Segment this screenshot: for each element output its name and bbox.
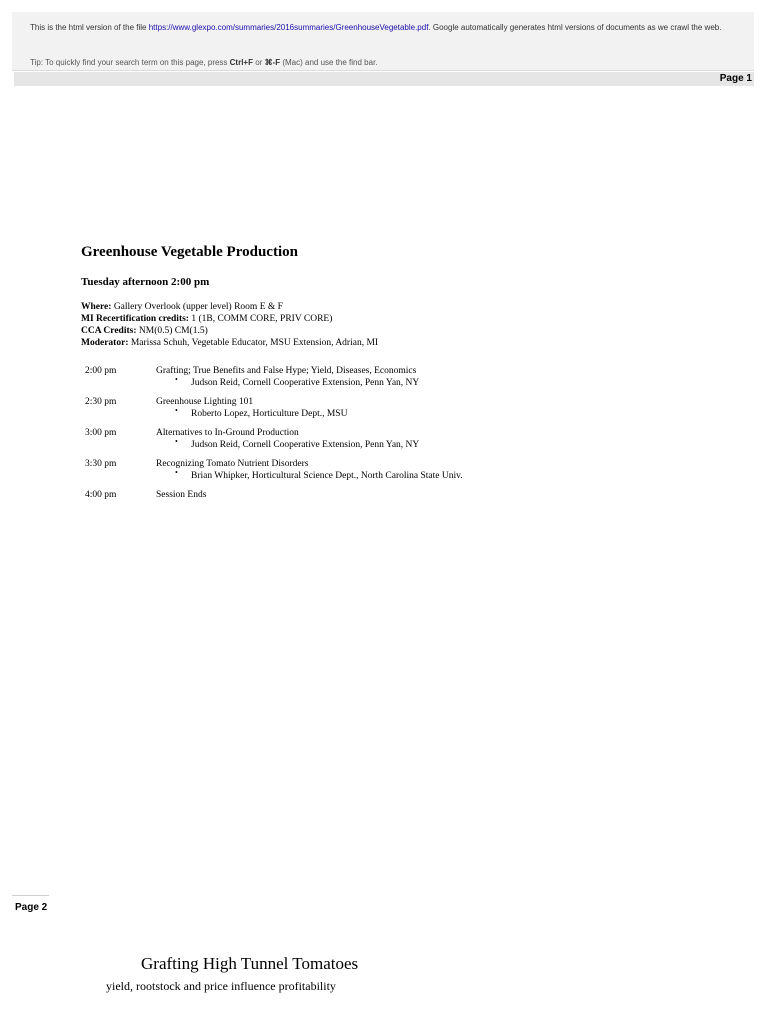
mi-credits-label: MI Recertification credits: <box>81 314 189 324</box>
schedule-speaker: Judson Reid, Cornell Cooperative Extension, Penn Yan, NY <box>191 378 420 388</box>
cache-notice-text: This is the html version of the file <box>30 23 149 32</box>
moderator-row <box>81 337 378 349</box>
schedule-topic: Grafting; True Benefits and False Hype; Yield, Diseases, Economics <box>156 366 417 376</box>
tip-or: or <box>253 58 265 67</box>
tip-key-ctrl-f: Ctrl+F <box>229 58 253 67</box>
source-file-link[interactable]: https://www.glexpo.com/summaries/2016summaries/GreenhouseVegetable.pdf <box>148 23 429 32</box>
schedule-speaker: Brian Whipker, Horticultural Science Dept., North Carolina State Univ. <box>191 471 463 481</box>
document-title: Greenhouse Vegetable Production <box>81 244 298 260</box>
tip-suffix: (Mac) and use the find bar. <box>280 58 378 67</box>
cca-credits-label: CCA Credits: <box>81 326 137 336</box>
find-tip <box>30 58 378 68</box>
schedule-topic: Alternatives to In-Ground Production <box>156 428 299 438</box>
session-details <box>81 301 378 349</box>
bullet-icon: • <box>175 468 178 477</box>
schedule-topic: Session Ends <box>156 490 207 500</box>
page-1-bar <box>14 72 754 86</box>
page-2-subtitle: yield, rootstock and price influence profitability <box>106 979 336 993</box>
schedule-time: 3:00 pm <box>85 428 117 438</box>
moderator-label: Moderator: <box>81 338 129 348</box>
bullet-icon: • <box>175 437 178 446</box>
bullet-icon: • <box>175 406 178 415</box>
cache-notice-suffix: . Google automatically generates html versions of documents as we crawl the web. <box>428 23 722 32</box>
where-label: Where: <box>81 302 112 312</box>
schedule-speaker: Judson Reid, Cornell Cooperative Extension, Penn Yan, NY <box>191 440 420 450</box>
schedule-time: 2:30 pm <box>85 397 117 407</box>
mi-credits-value: 1 (1B, COMM CORE, PRIV CORE) <box>188 314 333 324</box>
page-1-label: Page 1 <box>719 73 752 84</box>
schedule-time: 2:00 pm <box>85 366 117 376</box>
schedule-time: 3:30 pm <box>85 459 117 469</box>
page-2-title: Grafting High Tunnel Tomatoes <box>141 954 359 973</box>
cache-banner <box>12 12 754 71</box>
mi-credits-row <box>81 313 378 325</box>
session-time: Tuesday afternoon 2:00 pm <box>81 276 210 288</box>
where-row <box>81 301 378 313</box>
schedule-speaker: Roberto Lopez, Horticulture Dept., MSU <box>191 409 348 419</box>
page-2-divider <box>12 895 49 896</box>
schedule-topic: Greenhouse Lighting 101 <box>156 397 254 407</box>
bullet-icon: • <box>175 375 178 384</box>
page-2-label: Page 2 <box>15 902 48 913</box>
cca-credits-value: NM(0.5) CM(1.5) <box>136 326 208 336</box>
tip-text: Tip: To quickly find your search term on this page, press <box>30 58 230 67</box>
tip-key-cmd-f: ⌘-F <box>264 58 281 67</box>
schedule-topic: Recognizing Tomato Nutrient Disorders <box>156 459 309 469</box>
schedule-time: 4:00 pm <box>85 490 117 500</box>
where-value: Gallery Overlook (upper level) Room E & F <box>111 302 283 312</box>
cca-credits-row <box>81 325 378 337</box>
cache-notice <box>30 23 734 33</box>
moderator-value: Marissa Schuh, Vegetable Educator, MSU Extension, Adrian, MI <box>128 338 379 348</box>
